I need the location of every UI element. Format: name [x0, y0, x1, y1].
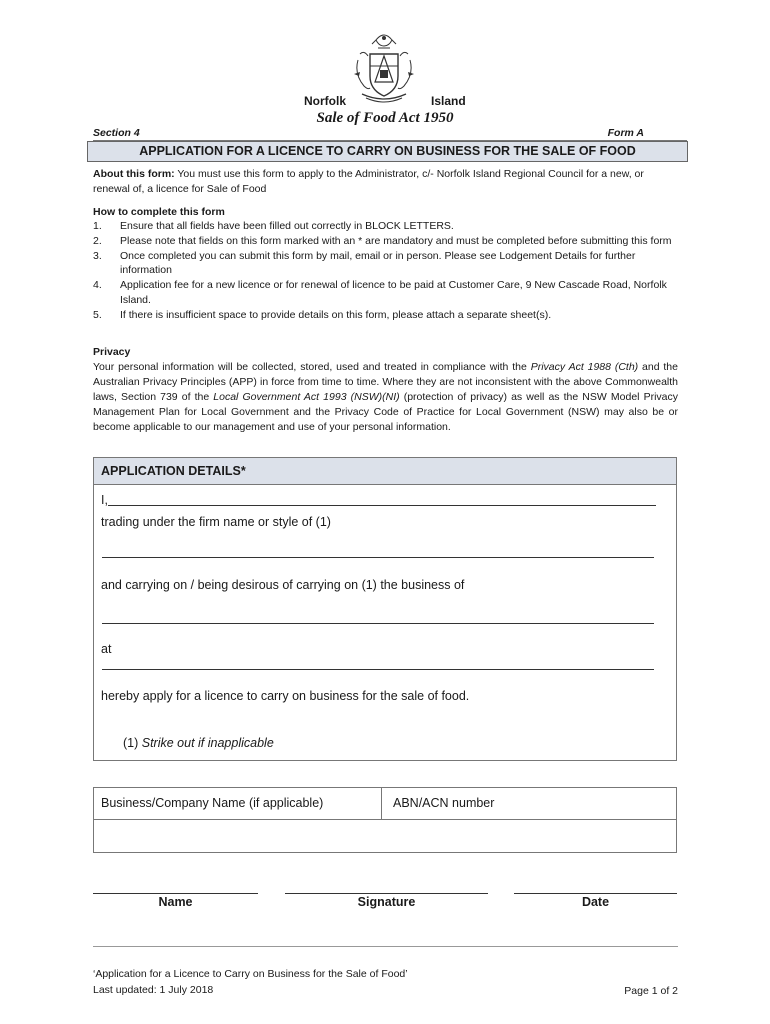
step-number: 2.: [93, 234, 102, 247]
business-of-field[interactable]: [102, 623, 654, 624]
applicant-prefix: I,: [101, 493, 108, 507]
business-details-entry-field[interactable]: [94, 820, 676, 852]
step-text: If there is insufficient space to provide details on this form, please attach a separate sheet(s).: [120, 308, 552, 321]
about-label: About this form:: [93, 168, 175, 180]
local-gov-act-ref: Local Government Act 1993 (NSW)(NI): [213, 391, 400, 403]
footer-updated: Last updated: 1 July 2018: [93, 984, 214, 996]
signature-label: Signature: [357, 895, 416, 909]
footer-doc-title: ‘Application for a Licence to Carry on Business for the Sale of Food’: [93, 968, 408, 980]
carrying-label: and carrying on / being desirous of carrying on (1) the business of: [101, 578, 465, 592]
footnote: [123, 736, 274, 750]
step-text: Application fee for a new licence or for renewal of licence to be paid at Customer Care, 9 New Cascade Road, Norfolk Island.: [120, 279, 667, 306]
form-title: APPLICATION FOR A LICENCE TO CARRY ON BUSINESS FOR THE SALE OF FOOD: [87, 141, 688, 162]
privacy-text-3: (protection of privacy) as well as the NSW Model Privacy Management Plan for Local Government and the Privacy Code of Practice for Local Government (NSW) may also be or become applicable to our management and use of your personal information.: [93, 391, 679, 433]
step-text: Once completed you can submit this form by mail, email or in person. Please see Lodgement Details for further information: [120, 249, 636, 277]
norfolk-island-crest-logo: [352, 30, 416, 112]
form-label: Form A: [607, 127, 644, 139]
application-details-heading: [94, 458, 676, 485]
list-item: [93, 219, 678, 234]
footnote-text: Strike out if inapplicable: [141, 736, 274, 750]
step-number: 1.: [93, 220, 102, 232]
list-item: [93, 278, 678, 308]
date-line[interactable]: [514, 893, 677, 894]
name-line[interactable]: [93, 893, 258, 894]
privacy-act-ref: Privacy Act 1988 (Cth): [530, 361, 639, 373]
list-item: [93, 308, 678, 323]
business-name-label: Business/Company Name (if applicable): [101, 796, 324, 810]
firm-name-field[interactable]: [102, 557, 654, 558]
privacy-paragraph: [93, 360, 678, 435]
privacy-text-1: Your personal information will be collected, stored, used and treated in compliance with the: [93, 361, 531, 373]
at-label: at: [101, 642, 112, 656]
org-name-left: Norfolk: [304, 94, 346, 108]
list-item: [93, 249, 678, 279]
step-text: Ensure that all fields have been filled out correctly in BLOCK LETTERS.: [120, 220, 454, 232]
list-item: [93, 234, 678, 249]
application-details-box: [93, 457, 677, 761]
step-text: Please note that fields on this form marked with an * are mandatory and must be completed before submitting this form: [120, 234, 672, 247]
trading-label: trading under the firm name or style of (1): [101, 515, 331, 529]
org-name-right: Island: [431, 94, 466, 108]
footnote-number: (1): [123, 736, 142, 750]
privacy-text-2: and the Australian Privacy Principles (APP) in force from time to time. Where they are not inconsistent with the above Commonwealth laws, Section 739 of the: [93, 361, 678, 403]
date-label: Date: [581, 895, 610, 909]
address-field[interactable]: [102, 669, 654, 670]
step-number: 4.: [93, 279, 102, 292]
application-heading-text: APPLICATION DETAILS*: [101, 464, 246, 478]
step-number: 5.: [93, 308, 102, 321]
footer-rule: [93, 946, 678, 947]
howto-heading: How to complete this form: [93, 206, 225, 218]
column-divider: [381, 788, 382, 820]
privacy-heading: Privacy: [93, 346, 131, 358]
step-number: 3.: [93, 249, 102, 262]
business-details-table: [93, 787, 677, 853]
name-label: Name: [158, 895, 193, 909]
about-text: You must use this form to apply to the Administrator, c/- Norfolk Island Regional Council for a new, or renewal of, a licence for Sale of Food: [93, 168, 644, 195]
page-number: Page 1 of 2: [624, 985, 678, 997]
section-label: Section 4: [93, 127, 140, 139]
act-title: Sale of Food Act 1950: [316, 110, 454, 126]
applicant-name-field[interactable]: [108, 505, 656, 506]
about-paragraph: [93, 167, 678, 196]
signature-line[interactable]: [285, 893, 488, 894]
abn-label: ABN/ACN number: [393, 796, 495, 810]
howto-steps: [93, 219, 678, 323]
hereby-statement: hereby apply for a licence to carry on business for the sale of food.: [101, 689, 470, 703]
